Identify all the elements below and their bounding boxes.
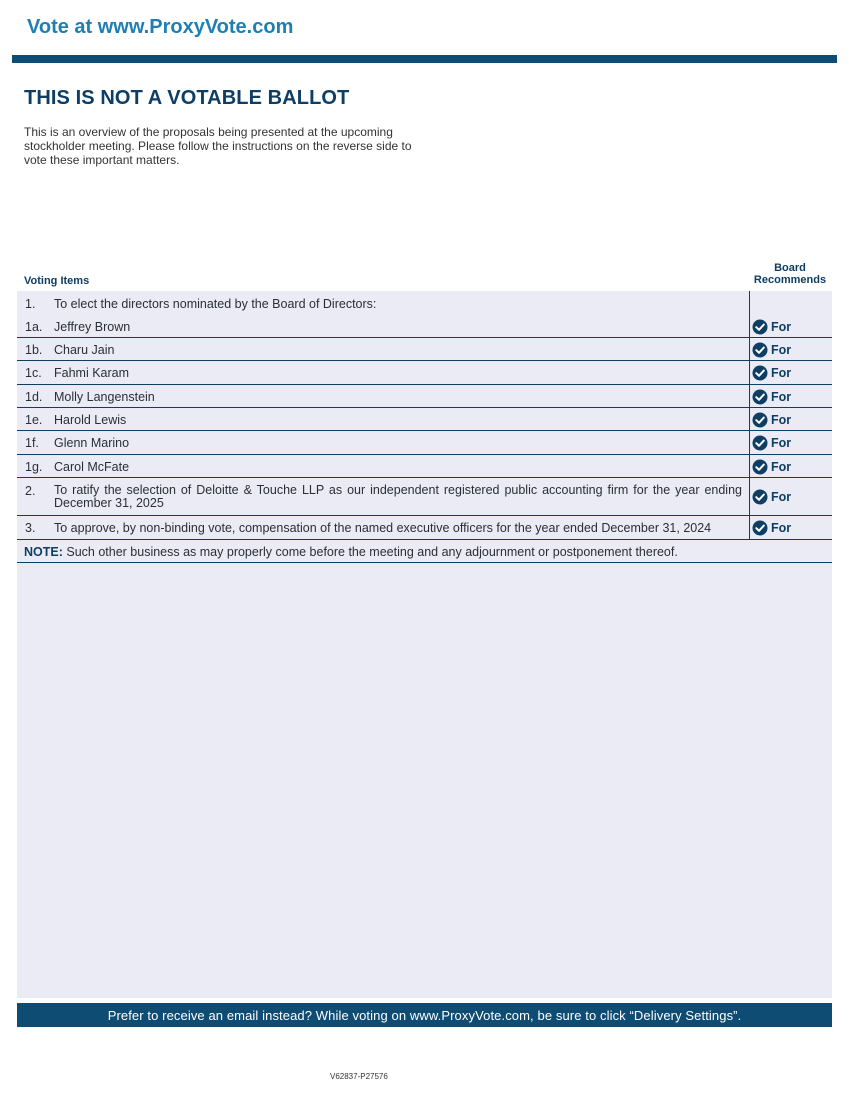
recommendation-label: For [771,390,792,404]
item-number: 1. [25,297,36,311]
row-divider [17,337,832,338]
row-divider [17,515,832,516]
item-text: To ratify the selection of Deloitte & Touche LLP as our independent registered public accounting firm for the year ending December 31, 2025 [54,483,742,510]
note-text [24,545,678,559]
page-title: THIS IS NOT A VOTABLE BALLOT [24,87,350,109]
document-code: V62837-P27576 [330,1072,388,1081]
item-number: 1a. [25,320,43,334]
recommendation [752,520,791,536]
row-divider [17,477,832,478]
item-text: Charu Jain [54,343,115,357]
item-number: 1f. [25,436,39,450]
check-circle-icon [752,489,768,505]
check-circle-icon [752,520,768,536]
item-text: Molly Langenstein [54,390,155,404]
item-number: 1d. [25,390,43,404]
check-circle-icon [752,435,768,451]
recommendation-label: For [771,460,792,474]
recommendation [752,459,791,475]
recommendation [752,342,791,358]
item-number: 1b. [25,343,43,357]
note-divider [17,562,832,563]
recommendation-label: For [771,436,792,450]
item-number: 1g. [25,460,43,474]
item-text: Harold Lewis [54,413,127,427]
item-text: Glenn Marino [54,436,130,450]
recommendation-label: For [771,366,792,380]
header-divider [12,55,837,63]
check-circle-icon [752,459,768,475]
item-number: 1c. [25,366,42,380]
item-text: Carol McFate [54,460,130,474]
recommendation [752,319,791,335]
note-body: Such other business as may properly come before the meeting and any adjournment or postponement thereof. [62,545,678,559]
vote-link-header[interactable]: Vote at www.ProxyVote.com [27,16,294,38]
recommendation [752,365,791,381]
board-recommends-header [748,262,832,286]
board-recommends-line2: Recommends [753,274,827,286]
recommendation [752,435,791,451]
item-number: 3. [25,521,36,535]
recommendation-label: For [771,413,792,427]
row-divider [17,384,832,385]
check-circle-icon [752,342,768,358]
intro-text: This is an overview of the proposals being presented at the upcoming stockholder meeting. Please follow the instructions on the reverse side to vote these important matters. [24,125,412,167]
check-circle-icon [752,412,768,428]
item-number: 1e. [25,413,43,427]
row-divider [17,360,832,361]
recommendation-label: For [771,320,792,334]
recommendation [752,412,791,428]
row-divider [17,407,832,408]
recommendation-label: For [771,490,792,504]
recommendation [752,489,791,505]
check-circle-icon [752,365,768,381]
item-text: Fahmi Karam [54,366,130,380]
row-divider [17,454,832,455]
recommendation-label: For [771,343,792,357]
voting-items-header: Voting Items [24,275,90,287]
row-divider [17,539,832,540]
board-recommends-line1: Board [774,262,806,274]
item-text: To elect the directors nominated by the Board of Directors: [54,297,377,311]
check-circle-icon [752,389,768,405]
delivery-settings-banner: Prefer to receive an email instead? While voting on www.ProxyVote.com, be sure to click “Delivery Settings”. [17,1003,832,1027]
row-divider [17,430,832,431]
item-number: 2. [25,484,36,498]
recommendation [752,389,791,405]
item-text: Jeffrey Brown [54,320,131,334]
note-label: NOTE: [24,545,63,559]
item-text: To approve, by non-binding vote, compensation of the named executive officers for the year ended December 31, 2024 [54,521,712,535]
column-separator [749,291,750,539]
check-circle-icon [752,319,768,335]
recommendation-label: For [771,521,792,535]
